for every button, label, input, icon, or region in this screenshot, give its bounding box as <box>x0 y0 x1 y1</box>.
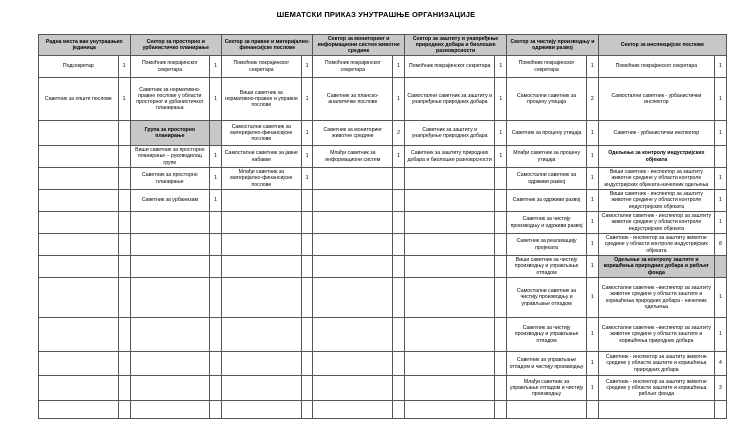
position-count-cell <box>301 212 313 234</box>
position-count-cell: 1 <box>495 146 507 168</box>
org-chart-table <box>38 34 727 419</box>
position-count-cell <box>210 121 222 146</box>
position-cell: Саветник за чистију производњу и одрживи развој <box>507 212 587 234</box>
position-count-cell: 1 <box>301 56 313 78</box>
position-cell <box>130 212 210 234</box>
position-cell <box>222 212 302 234</box>
position-cell <box>39 234 119 256</box>
position-cell <box>130 401 210 419</box>
position-count-cell: 1 <box>393 56 405 78</box>
position-cell <box>313 234 393 256</box>
position-cell: Млађи саветник за материјално-финансијске послове <box>222 168 302 190</box>
position-cell: Саветник за заштиту и унапређење природних добара <box>404 121 494 146</box>
position-count-cell <box>118 352 130 376</box>
position-count-cell <box>301 256 313 278</box>
position-count-cell: 1 <box>495 121 507 146</box>
position-count-cell: 1 <box>715 56 727 78</box>
position-cell <box>39 278 119 318</box>
position-cell: Саветник - инспектор за заштиту животне средине у области заштите и коришћења рибљег фонда <box>598 376 714 401</box>
position-cell <box>404 256 494 278</box>
position-cell: Помоћник покрајинског секретара <box>404 56 494 78</box>
table-row <box>39 212 727 234</box>
position-cell <box>130 318 210 352</box>
position-cell <box>222 352 302 376</box>
column-header: Сектор за правне и материјално-финансијске послове <box>222 35 313 56</box>
position-cell <box>130 234 210 256</box>
position-cell <box>313 190 393 212</box>
table-row <box>39 256 727 278</box>
table-row <box>39 234 727 256</box>
position-count-cell <box>393 234 405 256</box>
position-count-cell: 2 <box>393 121 405 146</box>
position-count-cell <box>495 234 507 256</box>
position-cell: Саветник - инспектор за заштиту животне средине у области заштите и коришћења природних добара <box>598 352 714 376</box>
position-count-cell: 2 <box>586 78 598 121</box>
position-cell <box>39 256 119 278</box>
position-cell <box>39 168 119 190</box>
position-count-cell: 1 <box>586 56 598 78</box>
table-row <box>39 376 727 401</box>
position-cell <box>313 401 393 419</box>
position-cell <box>404 278 494 318</box>
table-row <box>39 78 727 121</box>
position-count-cell <box>301 401 313 419</box>
position-cell: Самостални саветник –инспектор за заштиту животне средине у области заштите и коришћења природних добара <box>598 318 714 352</box>
position-count-cell: 1 <box>210 146 222 168</box>
position-cell: Помоћник покрајинског секретара <box>222 56 302 78</box>
position-count-cell: 1 <box>586 212 598 234</box>
table-row <box>39 352 727 376</box>
table-row <box>39 168 727 190</box>
position-cell: Саветник за нормативно- правне послове у области просторног и урбанистичког планирања <box>130 78 210 121</box>
column-header: Сектор за мониторинг и информациони систем животне средине <box>313 35 404 56</box>
position-cell <box>313 256 393 278</box>
position-count-cell <box>210 318 222 352</box>
position-count-cell <box>118 212 130 234</box>
position-cell <box>222 401 302 419</box>
position-count-cell <box>118 376 130 401</box>
table-row <box>39 146 727 168</box>
position-count-cell <box>393 376 405 401</box>
position-cell <box>404 190 494 212</box>
position-count-cell <box>118 168 130 190</box>
position-cell: Саветник за чистију производњу и управљање отпадом <box>507 318 587 352</box>
position-cell <box>404 352 494 376</box>
position-cell: Самостални саветник за материјално-финансијске послове <box>222 121 302 146</box>
position-count-cell <box>118 278 130 318</box>
position-count-cell: 1 <box>301 78 313 121</box>
position-cell: Саветник за реализацију пројеката <box>507 234 587 256</box>
position-count-cell <box>301 352 313 376</box>
position-count-cell <box>495 401 507 419</box>
unit-heading-cell: Група за просторно планирање <box>130 121 210 146</box>
position-count-cell <box>393 168 405 190</box>
position-count-cell <box>495 168 507 190</box>
position-cell <box>222 318 302 352</box>
position-count-cell <box>393 212 405 234</box>
position-count-cell: 1 <box>715 168 727 190</box>
position-cell: Саветник за планско- аналитичке послове <box>313 78 393 121</box>
position-count-cell <box>118 256 130 278</box>
position-count-cell: 1 <box>586 146 598 168</box>
position-cell: Виши саветник - инспектор за заштиту животне средине у области контроле индустријских објеката <box>598 190 714 212</box>
position-count-cell <box>210 234 222 256</box>
header-row <box>39 35 727 56</box>
position-cell: Самостални саветник за јавне набавке <box>222 146 302 168</box>
position-count-cell <box>118 146 130 168</box>
position-count-cell <box>210 278 222 318</box>
position-cell: Самостални саветник –инспектор за заштиту животне средине у области заштите и коришћења природних добара - начелник одељења <box>598 278 714 318</box>
position-count-cell <box>715 146 727 168</box>
position-count-cell: 1 <box>586 352 598 376</box>
position-cell: Саветник за опште послове <box>39 78 119 121</box>
position-cell <box>313 376 393 401</box>
position-cell: Самостални саветник - инспектор за заштиту животне средине у области контроле индустријских објеката <box>598 212 714 234</box>
column-header: Сектор за инспекцијске послове <box>598 35 726 56</box>
position-count-cell <box>393 256 405 278</box>
position-cell <box>404 376 494 401</box>
position-cell <box>222 256 302 278</box>
position-cell <box>130 376 210 401</box>
position-cell <box>39 146 119 168</box>
position-cell: Виши саветник за просторно планирање – руководилац групе <box>130 146 210 168</box>
position-cell: Саветник за одрживи развој <box>507 190 587 212</box>
column-header: Радна места ван унутрашњих јединица <box>39 35 131 56</box>
position-cell: Саветник - урбанистички инспектор <box>598 121 714 146</box>
position-cell <box>130 278 210 318</box>
position-count-cell <box>495 190 507 212</box>
position-count-cell <box>495 278 507 318</box>
position-count-cell <box>301 190 313 212</box>
column-header: Сектор за заштиту и унапређење природних добара и биолошке разноврсности <box>404 35 506 56</box>
table-row <box>39 56 727 78</box>
position-cell: Виши саветник - инспектор за заштиту животне средине у области контроле индустријских објеката-начелник одељења <box>598 168 714 190</box>
position-count-cell: 1 <box>301 146 313 168</box>
position-cell: Самостални саветник за чистију производњу и управљање отпадом <box>507 278 587 318</box>
position-count-cell: 1 <box>118 56 130 78</box>
position-count-cell <box>118 234 130 256</box>
position-cell: Помоћник покрајинског секретара <box>507 56 587 78</box>
position-count-cell <box>210 401 222 419</box>
position-count-cell: 1 <box>715 318 727 352</box>
position-cell: Самостални саветник - урбанистички инспектор <box>598 78 714 121</box>
position-cell: Виши саветник за нормативно-правне и управне послове <box>222 78 302 121</box>
position-count-cell <box>118 190 130 212</box>
position-cell: Помоћник покрајинског секретара <box>598 56 714 78</box>
position-count-cell: 1 <box>118 78 130 121</box>
document-title: ШЕМАТСКИ ПРИКАЗ УНУТРАШЊЕ ОРГАНИЗАЦИЈЕ <box>276 10 476 19</box>
position-cell <box>313 168 393 190</box>
position-cell <box>598 401 714 419</box>
position-cell: Саветник за управљање отпадом и чистију производњу <box>507 352 587 376</box>
position-cell <box>130 256 210 278</box>
column-header: Сектор за просторно и урбанистичко планирање <box>130 35 222 56</box>
position-cell <box>404 212 494 234</box>
unit-heading-cell: Одељење за контролу заштите и коришћења природних добара и рибљег фонда <box>598 256 714 278</box>
position-cell <box>39 401 119 419</box>
position-cell: Саветник за урбанизам <box>130 190 210 212</box>
table-row <box>39 121 727 146</box>
position-count-cell: 8 <box>715 234 727 256</box>
position-count-cell <box>210 212 222 234</box>
position-count-cell: 1 <box>586 190 598 212</box>
position-cell <box>39 212 119 234</box>
position-cell <box>130 352 210 376</box>
position-count-cell: 1 <box>210 190 222 212</box>
position-count-cell <box>210 376 222 401</box>
position-cell <box>313 212 393 234</box>
position-count-cell: 1 <box>586 234 598 256</box>
position-count-cell <box>495 352 507 376</box>
position-count-cell <box>495 318 507 352</box>
position-cell <box>222 278 302 318</box>
position-count-cell: 1 <box>586 168 598 190</box>
position-count-cell <box>301 278 313 318</box>
position-count-cell: 1 <box>715 121 727 146</box>
position-cell: Саветник за процену утицаја <box>507 121 587 146</box>
position-count-cell <box>586 401 598 419</box>
position-count-cell: 1 <box>586 278 598 318</box>
position-cell <box>39 121 119 146</box>
unit-heading-cell: Одељење за контролу индустријских објеката <box>598 146 714 168</box>
position-count-cell <box>210 352 222 376</box>
position-count-cell: 1 <box>715 78 727 121</box>
position-count-cell: 1 <box>210 78 222 121</box>
position-cell <box>507 401 587 419</box>
position-count-cell: 1 <box>586 256 598 278</box>
position-count-cell: 1 <box>495 78 507 121</box>
position-count-cell <box>118 401 130 419</box>
position-cell: Подсекретар <box>39 56 119 78</box>
position-count-cell <box>495 376 507 401</box>
position-cell: Млађи саветник за управљање отпадом и чистију производњу <box>507 376 587 401</box>
position-count-cell <box>301 318 313 352</box>
position-count-cell <box>301 376 313 401</box>
position-cell: Млађи саветник за процену утицаја <box>507 146 587 168</box>
position-count-cell <box>118 121 130 146</box>
position-cell <box>39 376 119 401</box>
position-cell <box>404 168 494 190</box>
position-count-cell: 1 <box>393 78 405 121</box>
position-count-cell <box>393 401 405 419</box>
position-count-cell: 1 <box>301 168 313 190</box>
position-count-cell: 1 <box>495 56 507 78</box>
position-cell <box>39 318 119 352</box>
position-cell: Саветник за мониторинг животне средине <box>313 121 393 146</box>
position-cell: Помоћник покрајинског секретара <box>130 56 210 78</box>
position-cell: Виши саветник за чистију производњу и управљање отпадом <box>507 256 587 278</box>
position-count-cell: 1 <box>301 121 313 146</box>
position-count-cell: 1 <box>586 121 598 146</box>
position-cell: Помоћник покрајинског секретара <box>313 56 393 78</box>
table-row <box>39 401 727 419</box>
position-cell <box>313 318 393 352</box>
position-cell <box>39 190 119 212</box>
position-count-cell: 1 <box>586 318 598 352</box>
position-count-cell <box>210 256 222 278</box>
position-cell: Саветник за просторно планирање <box>130 168 210 190</box>
position-count-cell <box>118 318 130 352</box>
position-cell: Саветник за заштиту природних добара и биолошке разноврсности <box>404 146 494 168</box>
position-count-cell <box>393 278 405 318</box>
position-cell <box>404 234 494 256</box>
table-row <box>39 278 727 318</box>
position-count-cell <box>393 190 405 212</box>
position-cell <box>404 401 494 419</box>
position-cell <box>313 278 393 318</box>
position-count-cell <box>301 234 313 256</box>
position-count-cell: 1 <box>210 168 222 190</box>
position-cell <box>222 234 302 256</box>
position-count-cell: 1 <box>393 146 405 168</box>
position-cell <box>222 190 302 212</box>
position-count-cell <box>393 352 405 376</box>
position-cell: Самостални саветник за одрживи развој <box>507 168 587 190</box>
position-cell <box>313 352 393 376</box>
position-count-cell <box>495 212 507 234</box>
position-cell <box>404 318 494 352</box>
position-cell: Млађи саветник за информациони систем <box>313 146 393 168</box>
position-cell: Самостални саветник за процену утицаја <box>507 78 587 121</box>
position-cell <box>39 352 119 376</box>
position-count-cell: 1 <box>715 278 727 318</box>
position-count-cell <box>715 401 727 419</box>
position-count-cell: 1 <box>210 56 222 78</box>
position-count-cell: 1 <box>586 376 598 401</box>
table-row <box>39 190 727 212</box>
table-row <box>39 318 727 352</box>
position-count-cell <box>715 256 727 278</box>
position-count-cell: 1 <box>715 212 727 234</box>
position-cell: Самостални саветник за заштиту и унапређење природних добара <box>404 78 494 121</box>
position-count-cell: 3 <box>715 376 727 401</box>
position-cell: Саветник - инспектор за заштиту животне средине у области контроле индустријских објеката <box>598 234 714 256</box>
position-cell <box>222 376 302 401</box>
position-count-cell <box>495 256 507 278</box>
position-count-cell <box>393 318 405 352</box>
column-header: Сектор за чистију производњу и одрживи развој <box>507 35 599 56</box>
position-count-cell: 1 <box>715 190 727 212</box>
position-count-cell: 4 <box>715 352 727 376</box>
